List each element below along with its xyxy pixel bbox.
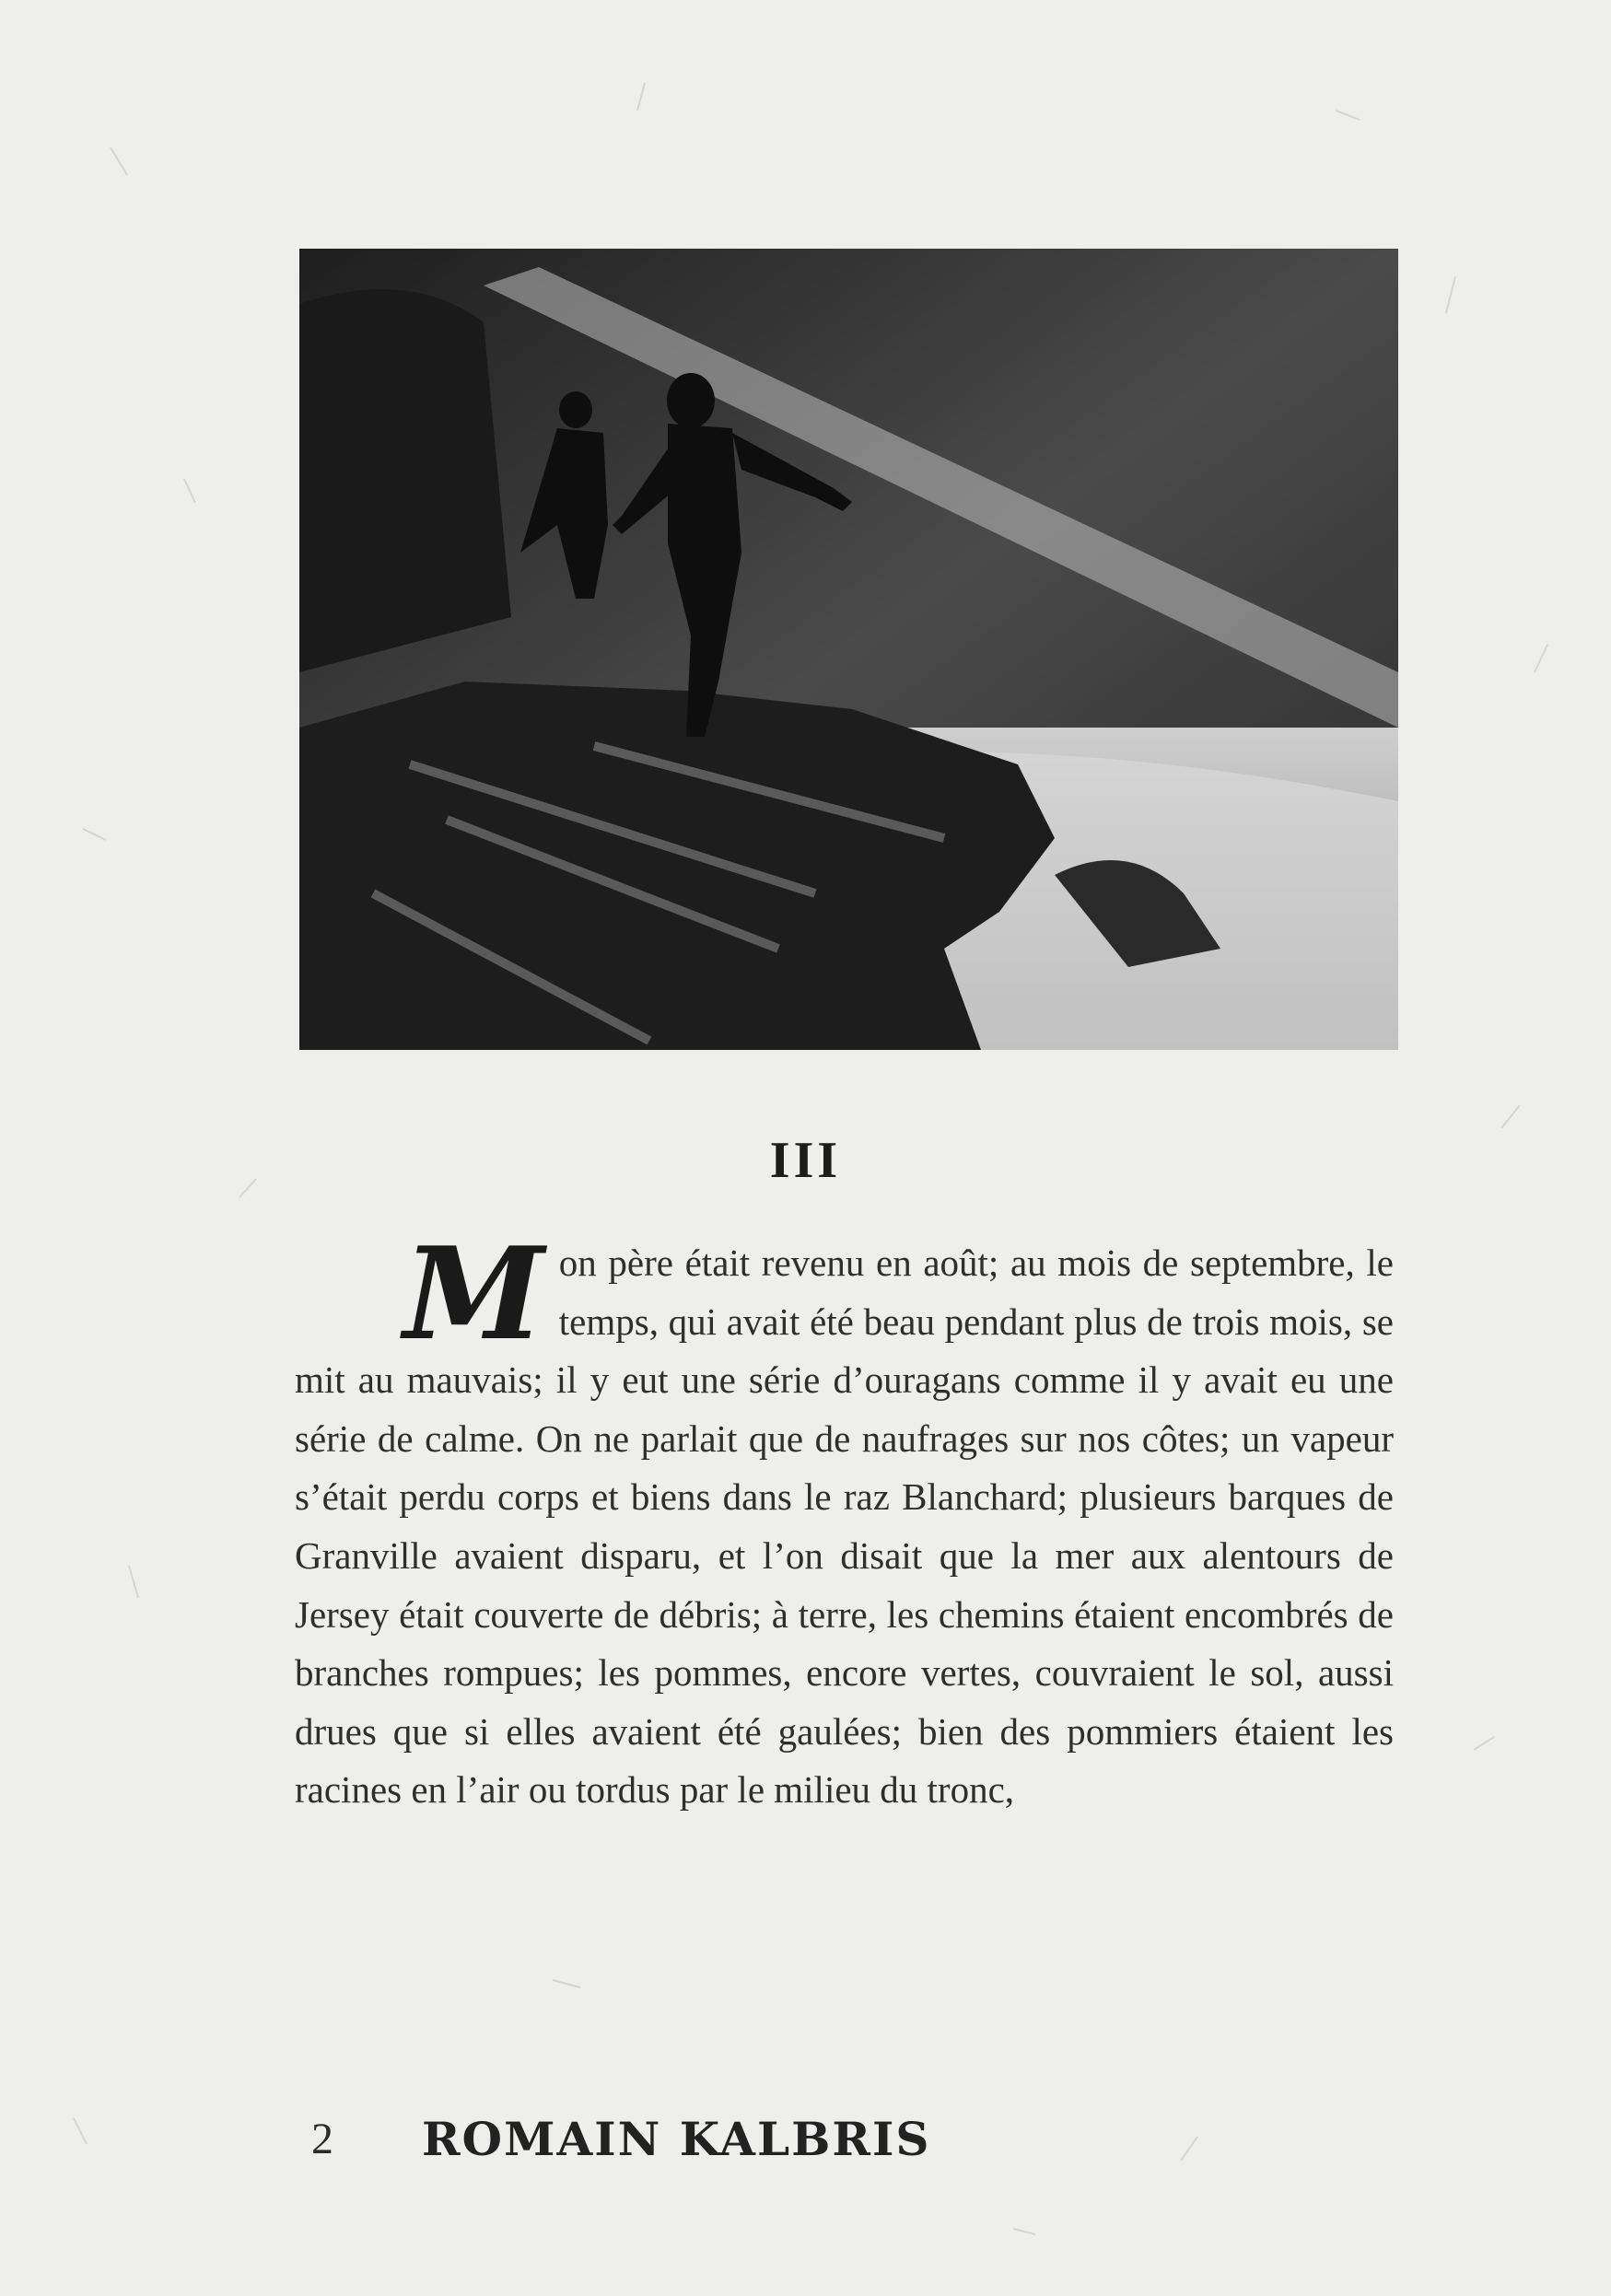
running-title: ROMAIN KALBRIS [422, 2111, 931, 2166]
page-number: 2 [311, 2114, 333, 2163]
chapter-illustration [299, 249, 1398, 1050]
chapter-body [295, 1218, 1394, 1820]
chapter-number: III [769, 1132, 842, 1189]
page-footer [311, 2102, 930, 2175]
paragraph-text: on père était revenu en août; au mois de septembre, le temps, qui avait été beau pendant plus de trois mois, se mit au mauvais; il y eut une série d’ouragans comme il y avait eu une série de calme. On ne parlait que de naufrages sur nos côtes; un vapeur s’était perdu corps et biens dans le raz Blanchard; plusieurs barques de Granville avaient disparu, et l’on disait que la mer aux alentours de Jersey était couverte de débris; à terre, les chemins étaient encombrés de branches rompues; les pommes, encore vertes, couvraient le sol, aussi drues que si elles avaient été gaulées; bien des pommiers étaient les racines en l’air ou tordus par le milieu du tronc, [295, 1241, 1394, 1812]
drop-cap: M [403, 1218, 544, 1369]
